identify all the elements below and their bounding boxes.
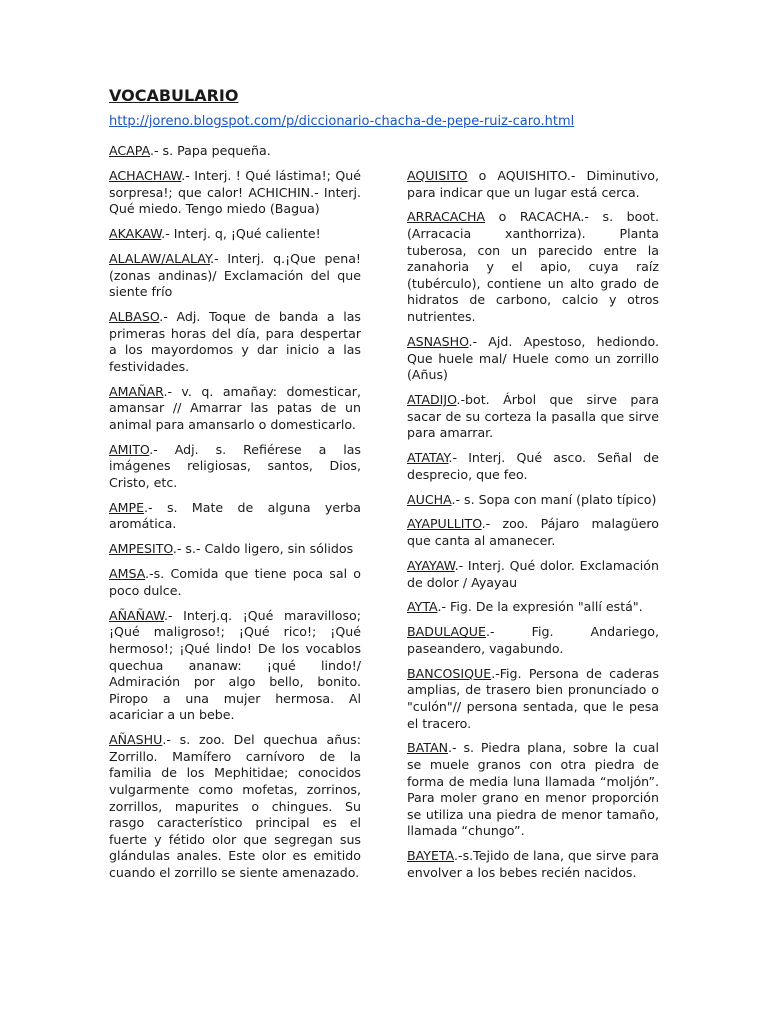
- entry-term: BADULAQUE: [407, 624, 486, 640]
- page-title: VOCABULARIO: [109, 86, 239, 105]
- entry-term: AQUISITO: [407, 168, 468, 183]
- vocab-entry: [407, 740, 659, 840]
- entry-term: BANCOSIQUE: [407, 665, 492, 681]
- entry-term: ACAPA: [109, 143, 150, 158]
- entry-acapa: [109, 143, 361, 160]
- entry-definition: .-s. Comida que tiene poca sal o poco dulce.: [109, 566, 361, 598]
- entry-term: BATAN: [407, 740, 449, 756]
- entry-term: ARRACACHA: [407, 209, 486, 225]
- entry-definition: .- Interj. Qué asco. Señal de desprecio, que feo.: [407, 450, 659, 482]
- entry-term: AÑASHU: [109, 732, 163, 748]
- vocab-entry: [407, 848, 659, 881]
- vocab-entry: [109, 309, 361, 375]
- vocab-entry: [109, 226, 361, 243]
- entry-definition: .- Fig. De la expresión "allí está".: [437, 599, 643, 615]
- source-link[interactable]: http://joreno.blogspot.com/p/diccionario-chacha-de-pepe-ruiz-caro.html: [109, 114, 575, 129]
- entry-definition: .- Interj.q. ¡Qué maravilloso; ¡Qué maligroso!; ¡Qué rico!; ¡Qué hermoso!; ¡Qué lindo! De los vocablos quechua ananaw: ¡qué lindo!/ Admiración por algo bello, bonito. Piropo a una mujer hermosa. Al acariciar a un bebe.: [109, 607, 361, 723]
- entry-definition: .- s. Piedra plana, sobre la cual se muele granos con otra piedra de forma de media luna llamada “moljón”. Para moler grano en menor proporción se utiliza una piedra de menor tamaño, llamada “chungo”.: [407, 740, 659, 839]
- entry-definition: .-Fig. Persona de caderas amplias, de trasero bien pronunciado o "culón"// persona sentada, que le pesa el tracero.: [407, 665, 659, 731]
- vocab-entry: [109, 500, 361, 533]
- entry-definition: .- s.- Caldo ligero, sin sólidos: [172, 541, 354, 557]
- entry-term: BAYETA: [407, 848, 455, 864]
- vocab-entry: [407, 334, 659, 384]
- entry-definition: .- Interj. q.¡Que pena! (zonas andinas)/ Exclamación del que siente frío: [109, 250, 361, 300]
- entry-definition: .- v. q. amañay: domesticar, amansar // Amarrar las patas de un animal para amansarlo o domesticarlo.: [109, 383, 361, 432]
- vocab-entry: [407, 492, 659, 509]
- left-column: [109, 168, 361, 890]
- vocab-entry: [407, 516, 659, 549]
- vocab-entry: [109, 566, 361, 599]
- entry-definition: .-bot. Árbol que sirve para sacar de su corteza la pasalla que sirve para amarrar.: [407, 392, 659, 441]
- entry-term: ACHACHAW: [109, 168, 182, 183]
- entry-definition: .- s. Sopa con maní (plato típico): [451, 491, 657, 507]
- vocab-entry: [407, 209, 659, 325]
- entry-term: ATADIJO: [407, 392, 457, 408]
- entry-term: AYTA: [407, 599, 438, 615]
- entry-definition: .- Fig. Andariego, paseandero, vagabundo.: [407, 624, 659, 656]
- entry-term: AYAPULLITO: [407, 516, 482, 532]
- entry-definition: .- s. Papa pequeña.: [150, 143, 271, 158]
- vocab-entry: [407, 599, 659, 616]
- vocab-entry: [109, 384, 361, 434]
- vocab-entry: [407, 558, 659, 591]
- entry-term: AMAÑAR: [109, 383, 164, 399]
- entry-term: AUCHA: [407, 491, 452, 507]
- entry-term: ASNASHO: [407, 333, 469, 349]
- vocab-entry: [109, 541, 361, 558]
- entry-term: AÑAÑAW: [109, 607, 165, 623]
- entry-term: AKAKAW: [109, 226, 162, 242]
- entry-definition: .- s. Mate de alguna yerba aromática.: [109, 499, 361, 532]
- vocab-entry: [109, 251, 361, 301]
- vocab-entry: [109, 168, 361, 218]
- entry-definition: .-s.Tejido de lana, que sirve para envolver a los bebes recién nacidos.: [407, 848, 659, 880]
- entry-term: ALALAW/ALALAY: [109, 250, 211, 266]
- entry-term: ATATAY: [407, 450, 449, 466]
- entry-term: AMPESITO: [109, 541, 173, 557]
- vocab-entry: [407, 666, 659, 732]
- entry-definition: .- s. zoo. Del quechua añus: Zorrillo. Mamífero carnívoro de la familia de los Mephitidae; conocidos vulgarmente como mofetas, zorrinos, zorrillos, mapurites o chingues. Su rasgo característico principal es el fuerte y fétido olor que segregan sus glándulas anales. Este olor es emitido cuando el zorrillo se siente amenazado.: [109, 732, 361, 880]
- entry-definition: .- zoo. Pájaro malagüero que canta al amanecer.: [407, 516, 659, 549]
- entry-definition: .- Interj. Qué dolor. Exclamación de dolor / Ayayau: [407, 557, 659, 590]
- entry-term: AMSA: [109, 566, 146, 582]
- vocab-entry: [407, 168, 659, 201]
- entry-definition: .- Adj. s. Refiérese a las imágenes religiosas, santos, Dios, Cristo, etc.: [109, 441, 361, 490]
- entry-term: ALBASO: [109, 309, 160, 325]
- entry-term: AYAYAW: [407, 557, 455, 573]
- vocab-entry: [407, 450, 659, 483]
- entry-definition: .- Interj. ! Qué lástima!; Qué sorpresa!; que calor! ACHICHIN.- Interj. Qué miedo. Tengo miedo (Bagua): [109, 168, 361, 217]
- entry-definition: .- Adj. Toque de banda a las primeras horas del día, para despertar a los mayordomos y dar inicio a las festividades.: [109, 309, 361, 374]
- entry-definition: o RACACHA.- s. boot. (Arracacia xanthorriza). Planta tuberosa, con un parecido entre la zanahoria y el apio, cuya raíz (tubérculo), contiene un alto grado de hidratos de carbono, calcio y otros nutrientes.: [407, 209, 659, 325]
- entry-term: AMPE: [109, 499, 145, 515]
- vocab-entry: [407, 624, 659, 657]
- entry-definition: o AQUISHITO.- Diminutivo, para indicar que un lugar está cerca.: [407, 168, 659, 200]
- vocab-entry: [407, 392, 659, 442]
- vocab-entry: [109, 608, 361, 724]
- entry-term: AMITO: [109, 441, 150, 457]
- right-column: [407, 168, 659, 890]
- entry-definition: .- Interj. q, ¡Qué caliente!: [161, 226, 321, 242]
- vocab-entry: [109, 442, 361, 492]
- entry-definition: .- Ajd. Apestoso, hediondo. Que huele mal/ Huele como un zorrillo (Añus): [407, 333, 659, 383]
- vocab-entry: [109, 732, 361, 881]
